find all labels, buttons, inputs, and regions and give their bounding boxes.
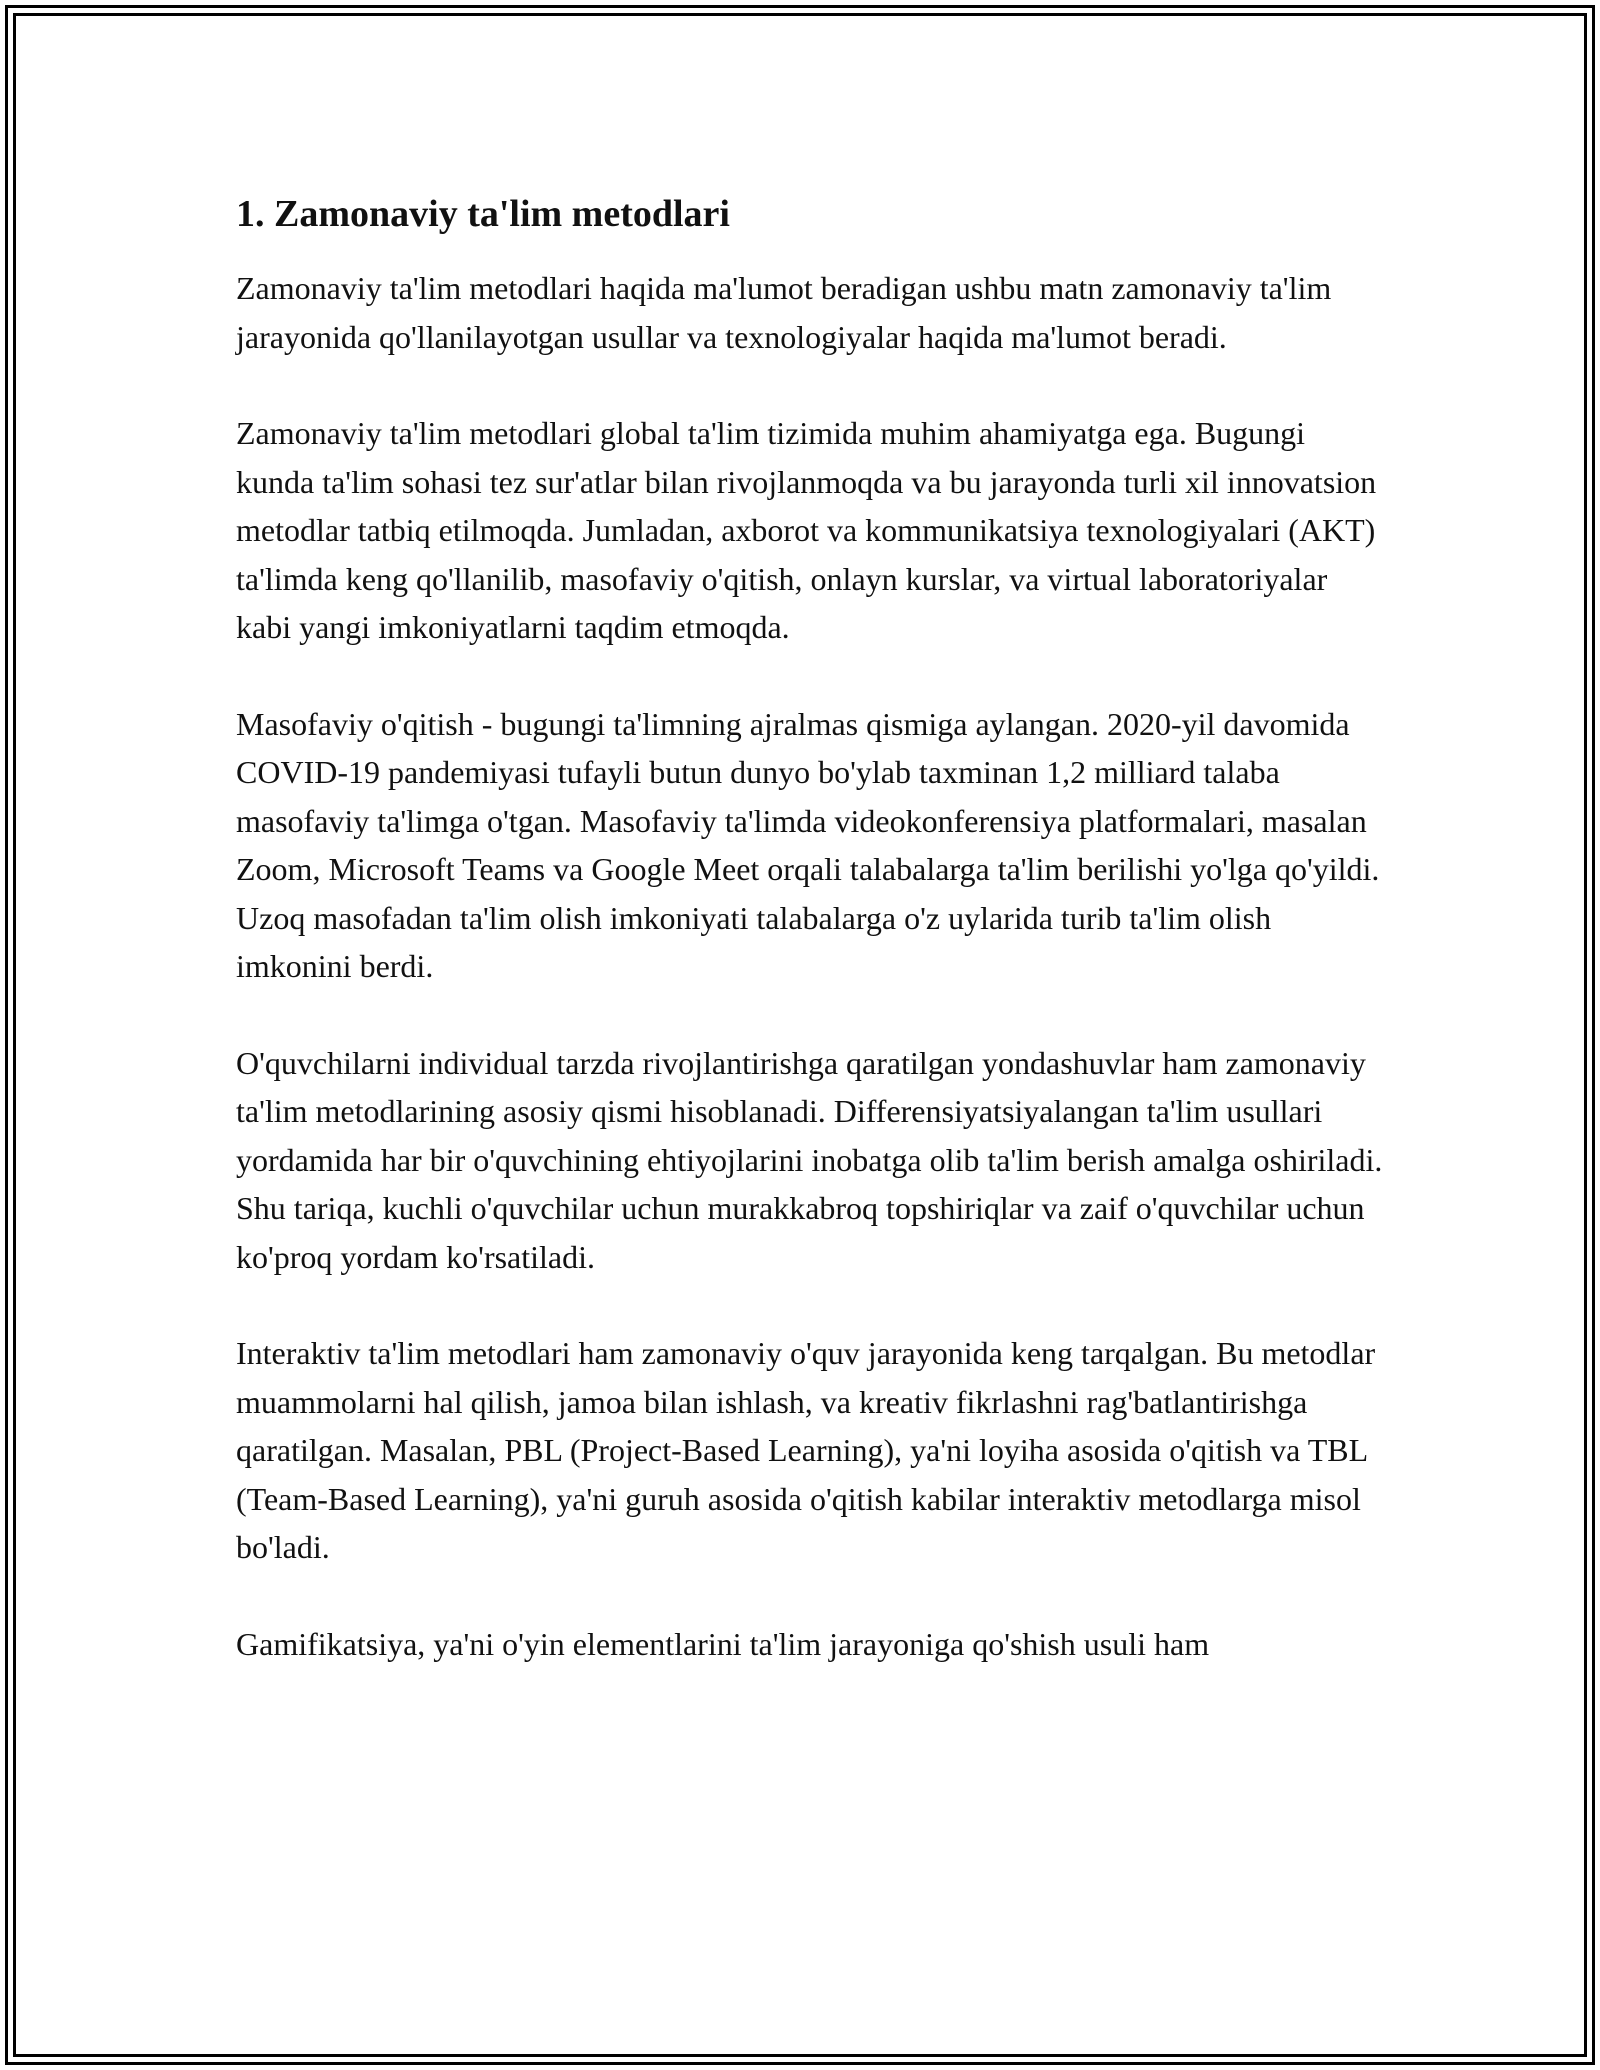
document-body [236,186,1386,1716]
paragraph-distance-learning: Masofaviy o'qitish - bugungi ta'limning ajralmas qismiga aylangan. 2020-yil davomida COVID-19 pandemiyasi tufayli butun dunyo bo'ylab taxminan 1,2 milliard talaba masofaviy ta'limga o'tgan. Masofaviy ta'limda videokonferensiya platformalari, masalan Zoom, Microsoft Teams va Google Meet orqali talabalarga ta'lim berilishi yo'lga qo'yildi. Uzoq masofadan ta'lim olish imkoniyati talabalarga o'z uylarida turib ta'lim olish imkonini berdi. [236,705,1380,984]
paragraph-gamification: Gamifikatsiya, ya'ni o'yin elementlarini ta'lim jarayoniga qo'shish usuli ham [236,1625,1210,1662]
paragraph-interactive-methods: Interaktiv ta'lim metodlari ham zamonaviy o'quv jarayonida keng tarqalgan. Bu metodlar muammolarni hal qilish, jamoa bilan ishlash, va kreativ fikrlashni rag'batlantirishga qaratilgan. Masalan, PBL (Project-Based Learning), ya'ni loyiha asosida o'qitish va TBL (Team-Based Learning), ya'ni guruh asosida o'qitish kabilar interaktiv metodlarga misol bo'ladi. [236,1335,1376,1565]
paragraph-individual-approach: O'quvchilarni individual tarzda rivojlantirishga qaratilgan yondashuvlar ham zamonaviy ta'lim metodlarining asosiy qismi hisoblanadi. Differensiyatsiyalangan ta'lim usullari yordamida har bir o'quvchining ehtiyojlarini inobatga olib ta'lim berish amalga oshiriladi. Shu tariqa, kuchli o'quvchilar uchun murakkabroq topshiriqlar va zaif o'quvchilar uchun ko'proq yordam ko'rsatiladi. [236,1044,1383,1275]
paragraph-global-importance: Zamonaviy ta'lim metodlari global ta'lim tizimida muhim ahamiyatga ega. Bugungi kunda ta'lim sohasi tez sur'atlar bilan rivojlanmoqda va bu jarayonda turli xil innovatsion metodlar tatbiq etilmoqda. Jumladan, axborot va kommunikatsiya texnologiyalari (AKT) ta'limda keng qo'llanilib, masofaviy o'qitish, onlayn kurslar, va virtual laboratoriyalar kabi yangi imkoniyatlarni taqdim etmoqda. [236,415,1377,645]
section-heading: 1. Zamonaviy ta'lim metodlari [236,193,730,235]
paragraph-intro: Zamonaviy ta'lim metodlari haqida ma'lumot beradigan ushbu matn zamonaviy ta'lim jarayonida qo'llanilayotgan usullar va texnologiyalar haqida ma'lumot beradi. [236,270,1332,355]
